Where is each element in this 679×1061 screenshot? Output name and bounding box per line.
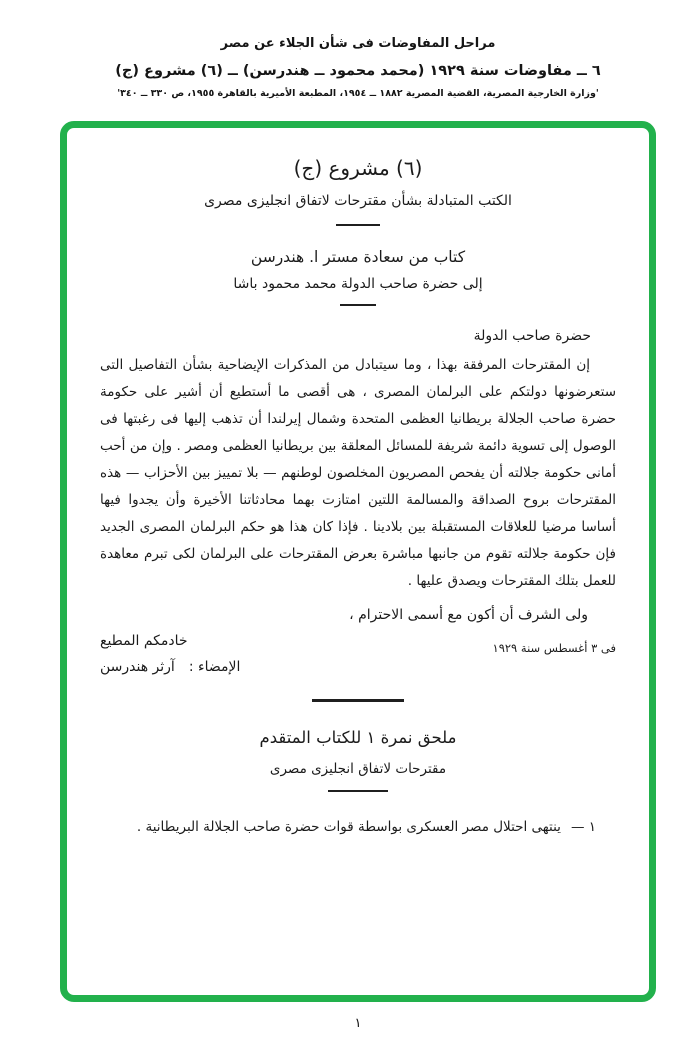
- annex-subtitle: مقترحات لاتفاق انجليزى مصرى: [269, 761, 447, 777]
- signature-name: آرثر هندرسن: [100, 659, 175, 675]
- document-title: (٦) مشروع (ج): [293, 156, 423, 180]
- divider: [328, 790, 388, 792]
- page-number: ١: [354, 1016, 362, 1031]
- page-header: [60, 36, 656, 99]
- divider: [336, 224, 380, 226]
- item-text: ينتهى احتلال مصر العسكرى بواسطة قوات حضرة صاحب الجلالة البريطانية .: [136, 819, 561, 835]
- header-subtitle: ٦ ــ مفاوضات سنة ١٩٢٩ (محمد محمود ــ هندرسن) ــ (٦) مشروع (ج): [115, 63, 601, 79]
- letter-to-line: إلى حضرة صاحب الدولة محمد محمود باشا: [233, 276, 483, 292]
- letter-body: إن المقترحات المرفقة بهذا ، وما سيتبادل من المذكرات الإيضاحية بشأن التفاصيل التى ستعرضونها دولتكم على البرلمان المصرى ، هى أقصى ما أستطيع أن أشير على حكومة حضرة صاحب الجلالة بريطانيا العظمى المتحدة وشمال إيرلندا أن تذهب إليها فى رغبتها فى الوصول إلى تسوية دائمة شريفة للمسائل المعلقة بين بريطانيا العظمى ومصر . وإن من أحب أمانى حكومة جلالته أن يفحص المصريون المخلصون لوطنهم — بلا تمييز بين الأحزاب — هذه المقترحات بروح الصداقة والمسالمة اللتين امتازت بهما محادثاتنا الأخيرة وأن يجدوا فيها أساسا مرضيا للعلاقات المستقبلة بين بلادينا . فإذا كان هذا هو حكم البرلمان المصرى الجديد فإن حكومة جلالته تقوم من جانبها مباشرة بعرض المقترحات على البرلمان لكى تبرم معاهدة للعمل بتلك المقترحات ويصدق عليها .: [100, 357, 616, 589]
- document-subtitle: الكتب المتبادلة بشأن مقترحات لاتفاق انجليزى مصرى: [204, 193, 512, 209]
- scanned-document-page: [0, 36, 679, 1031]
- item-number: ١ —: [570, 819, 596, 835]
- closing-line: ولى الشرف أن أكون مع أسمى الاحترام ،: [349, 607, 588, 623]
- signature-block: [100, 633, 240, 675]
- divider: [340, 304, 376, 306]
- date-line: فى ٣ أغسطس سنة ١٩٢٩: [492, 641, 616, 655]
- header-title: مراحل المفاوضات فى شأن الجلاء عن مصر: [220, 36, 496, 51]
- document-green-frame: [60, 121, 656, 1002]
- signature-row: [100, 633, 616, 675]
- signature-line: [100, 659, 240, 675]
- signature-label: الإمضاء :: [188, 659, 241, 675]
- salutation: حضرة صاحب الدولة: [473, 328, 591, 344]
- section-divider: [312, 699, 404, 702]
- annex-list-item: [120, 814, 596, 840]
- header-source-citation: 'وزارة الخارجية المصرية، القضية المصرية ١٨٨٢ ــ ١٩٥٤، المطبعة الأميرية بالقاهرة ١٩٥٥، ص ٣٣٠ ــ ٣٤٠': [117, 88, 599, 99]
- valediction: خادمكم المطيع: [100, 633, 188, 649]
- annex-title: ملحق نمرة ١ للكتاب المتقدم: [259, 728, 457, 747]
- letter-from-line: كتاب من سعادة مستر ا. هندرسن: [250, 248, 466, 266]
